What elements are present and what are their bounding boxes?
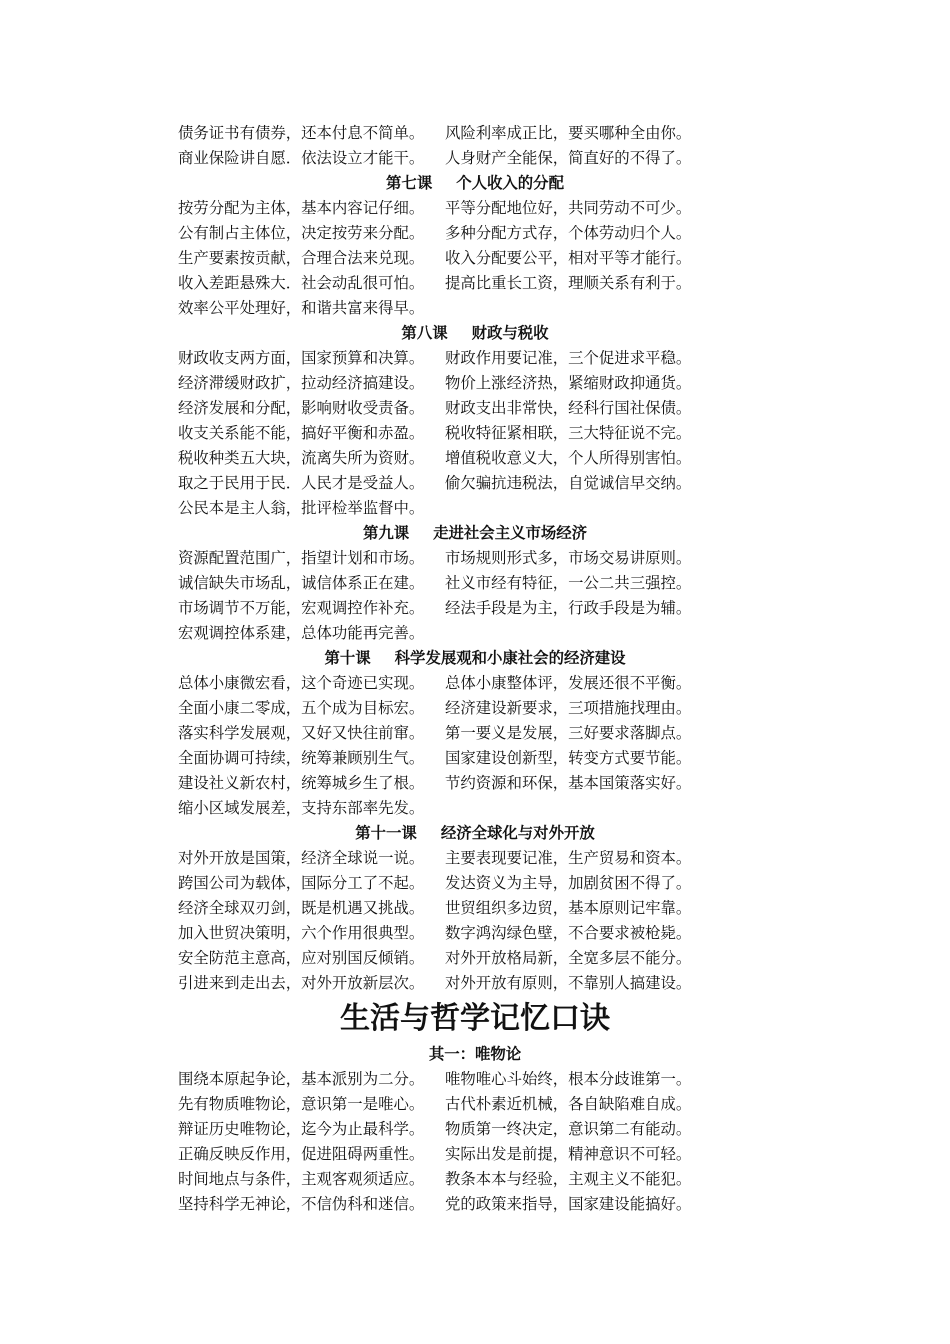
- verse-line: [178, 1142, 708, 1167]
- verse-first-half: 公民本是主人翁，批评检举监督中。: [178, 499, 425, 517]
- verse-second-half: 社义市经有特征，一公二共三强控。: [445, 574, 692, 592]
- verse-first-half: 经济滞缓财政扩，拉动经济搞建设。: [178, 374, 425, 392]
- verse-first-half: 生产要素按贡献，合理合法来兑现。: [178, 249, 425, 267]
- verse-second-half: 党的政策来指导，国家建设能搞好。: [445, 1195, 692, 1213]
- verse-second-half: 唯物唯心斗始终，根本分歧谁第一。: [445, 1070, 692, 1088]
- verse-line: [178, 746, 708, 771]
- verse-first-half: 安全防范主意高，应对别国反倾销。: [178, 949, 425, 967]
- verse-second-half: 国家建设创新型，转变方式要节能。: [445, 749, 692, 767]
- verse-line: [178, 771, 708, 796]
- verse-line: [178, 596, 708, 621]
- verse-first-half: 收入差距悬殊大．社会动乱很可怕。: [178, 274, 425, 292]
- verse-second-half: 偷欠骗抗违税法，自觉诚信早交纳。: [445, 474, 692, 492]
- verse-line: [178, 1067, 708, 1092]
- verse-line: [178, 296, 708, 321]
- verse-line: [178, 921, 708, 946]
- document-page: [0, 121, 950, 1217]
- verse-first-half: 缩小区域发展差，支持东部率先发。: [178, 799, 425, 817]
- verse-first-half: 围绕本原起争论，基本派别为二分。: [178, 1070, 425, 1088]
- verse-line: [178, 471, 708, 496]
- verse-first-half: 正确反映反作用，促进阻碍两重性。: [178, 1145, 425, 1163]
- lesson-title: 个人收入的分配: [456, 174, 564, 192]
- verse-line: [178, 396, 708, 421]
- verse-line: [178, 546, 708, 571]
- lesson-heading: [0, 171, 950, 196]
- verse-second-half: 人身财产全能保，简直好的不得了。: [445, 149, 692, 167]
- lesson-heading: [0, 321, 950, 346]
- verse-first-half: 市场调节不万能，宏观调控作补充。: [178, 599, 425, 617]
- verse-line: [178, 1167, 708, 1192]
- verse-line: [178, 146, 708, 171]
- verse-second-half: 财政作用要记准，三个促进求平稳。: [445, 349, 692, 367]
- verse-line: [178, 846, 708, 871]
- verse-first-half: 效率公平处理好，和谐共富来得早。: [178, 299, 425, 317]
- verse-first-half: 建设社义新农村，统筹城乡生了根。: [178, 774, 425, 792]
- verse-first-half: 取之于民用于民．人民才是受益人。: [178, 474, 425, 492]
- verse-first-half: 落实科学发展观，又好又快往前窜。: [178, 724, 425, 742]
- verse-first-half: 坚持科学无神论，不信伪科和迷信。: [178, 1195, 425, 1213]
- verse-line: [178, 1192, 708, 1217]
- verse-second-half: 主要表现要记准，生产贸易和资本。: [445, 849, 692, 867]
- lesson-number: 第七课: [386, 174, 433, 192]
- verse-second-half: 收入分配要公平，相对平等才能行。: [445, 249, 692, 267]
- lesson-title: 经济全球化与对外开放: [440, 824, 595, 842]
- verse-first-half: 引进来到走出去，对外开放新层次。: [178, 974, 425, 992]
- document-title: 生活与哲学记忆口诀: [340, 1001, 610, 1036]
- part-heading: 其一：唯物论: [428, 1045, 522, 1063]
- verse-second-half: 发达资义为主导，加剧贫困不得了。: [445, 874, 692, 892]
- verse-second-half: 世贸组织多边贸，基本原则记牢靠。: [445, 899, 692, 917]
- verse-second-half: 多种分配方式存，个体劳动归个人。: [445, 224, 692, 242]
- verse-line: [178, 196, 708, 221]
- verse-first-half: 债务证书有债券，还本付息不简单。: [178, 124, 425, 142]
- verse-second-half: 税收特征紧相联，三大特征说不完。: [445, 424, 692, 442]
- lesson-number: 第十课: [324, 649, 371, 667]
- verse-line: [178, 271, 708, 296]
- verse-line: [178, 496, 708, 521]
- verse-line: [178, 621, 708, 646]
- verse-second-half: 物质第一终决定，意识第二有能动。: [445, 1120, 692, 1138]
- verse-first-half: 时间地点与条件，主观客观须适应。: [178, 1170, 425, 1188]
- verse-line: [178, 721, 708, 746]
- verse-line: [178, 946, 708, 971]
- verse-second-half: 物价上涨经济热，紧缩财政抑通货。: [445, 374, 692, 392]
- verse-first-half: 公有制占主体位，决定按劳来分配。: [178, 224, 425, 242]
- verse-second-half: 节约资源和环保，基本国策落实好。: [445, 774, 692, 792]
- verse-first-half: 跨国公司为载体，国际分工了不起。: [178, 874, 425, 892]
- verse-line: [178, 446, 708, 471]
- lesson-heading: [0, 646, 950, 671]
- verse-second-half: 古代朴素近机械，各自缺陷难自成。: [445, 1095, 692, 1113]
- verse-second-half: 对外开放有原则，不靠别人搞建设。: [445, 974, 692, 992]
- verse-first-half: 总体小康微宏看，这个奇迹已实现。: [178, 674, 425, 692]
- verse-second-half: 经济建设新要求，三项措施找理由。: [445, 699, 692, 717]
- verse-first-half: 商业保险讲自愿．依法设立才能干。: [178, 149, 425, 167]
- lesson-number: 第十一课: [355, 824, 417, 842]
- lesson-number: 第八课: [401, 324, 448, 342]
- verse-line: [178, 246, 708, 271]
- verse-first-half: 经济全球双刃剑，既是机遇又挑战。: [178, 899, 425, 917]
- verse-line: [178, 371, 708, 396]
- verse-second-half: 风险利率成正比，要买哪种全由你。: [445, 124, 692, 142]
- verse-second-half: 提高比重长工资，理顺关系有利于。: [445, 274, 692, 292]
- verse-line: [178, 696, 708, 721]
- verse-line: [178, 221, 708, 246]
- verse-first-half: 辩证历史唯物论，迄今为止最科学。: [178, 1120, 425, 1138]
- lesson-title: 走进社会主义市场经济: [433, 524, 588, 542]
- verse-first-half: 全面小康二零成，五个成为目标宏。: [178, 699, 425, 717]
- verse-first-half: 加入世贸决策明，六个作用很典型。: [178, 924, 425, 942]
- verse-first-half: 财政收支两方面，国家预算和决算。: [178, 349, 425, 367]
- verse-line: [178, 871, 708, 896]
- verse-second-half: 实际出发是前提，精神意识不可轻。: [445, 1145, 692, 1163]
- verse-first-half: 对外开放是国策，经济全球说一说。: [178, 849, 425, 867]
- verse-second-half: 市场规则形式多，市场交易讲原则。: [445, 549, 692, 567]
- verse-line: [178, 796, 708, 821]
- verse-line: [178, 571, 708, 596]
- verse-second-half: 增值税收意义大，个人所得别害怕。: [445, 449, 692, 467]
- verse-line: [178, 421, 708, 446]
- verse-line: [178, 346, 708, 371]
- verse-first-half: 按劳分配为主体，基本内容记仔细。: [178, 199, 425, 217]
- lesson-number: 第九课: [362, 524, 410, 542]
- lesson-heading: [0, 821, 950, 846]
- verse-first-half: 全面协调可持续，统筹兼顾别生气。: [178, 749, 425, 767]
- verse-first-half: 税收种类五大块，流离失所为资财。: [178, 449, 425, 467]
- verse-line: [178, 1092, 708, 1117]
- verse-line: [178, 121, 708, 146]
- verse-second-half: 第一要义是发展，三好要求落脚点。: [445, 724, 692, 742]
- verse-second-half: 对外开放格局新，全宽多层不能分。: [445, 949, 692, 967]
- lesson-heading: [0, 521, 950, 546]
- verse-second-half: 总体小康整体评，发展还很不平衡。: [445, 674, 692, 692]
- verse-first-half: 资源配置范围广，指望计划和市场。: [178, 549, 425, 567]
- lesson-title: 财政与税收: [471, 324, 549, 342]
- verse-first-half: 经济发展和分配，影响财收受责备。: [178, 399, 425, 417]
- verse-line: [178, 1117, 708, 1142]
- verse-line: [178, 971, 708, 996]
- verse-second-half: 平等分配地位好，共同劳动不可少。: [445, 199, 692, 217]
- verse-second-half: 教条本本与经验，主观主义不能犯。: [445, 1170, 692, 1188]
- verse-line: [178, 896, 708, 921]
- verse-first-half: 诚信缺失市场乱，诚信体系正在建。: [178, 574, 425, 592]
- verse-first-half: 收支关系能不能，搞好平衡和赤盈。: [178, 424, 425, 442]
- verse-second-half: 数字鸿沟绿色壁，不合要求被枪毙。: [445, 924, 692, 942]
- lesson-title: 科学发展观和小康社会的经济建设: [394, 649, 626, 667]
- verse-first-half: 先有物质唯物论，意识第一是唯心。: [178, 1095, 425, 1113]
- verse-line: [178, 671, 708, 696]
- verse-second-half: 经法手段是为主，行政手段是为辅。: [445, 599, 692, 617]
- verse-first-half: 宏观调控体系建，总体功能再完善。: [178, 624, 425, 642]
- verse-second-half: 财政支出非常快，经科行国社保债。: [445, 399, 692, 417]
